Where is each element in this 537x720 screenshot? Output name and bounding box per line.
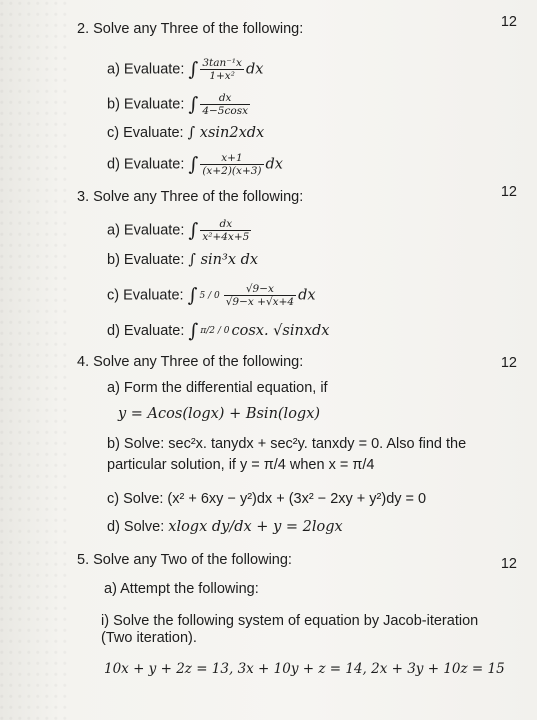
integral-limits: π/2 / 0 — [200, 326, 230, 337]
q2-heading: 2. Solve any Three of the following: — [77, 21, 304, 37]
q3-item-c: c) Evaluate: ∫ 5 / 0 $\frac{√9-x}{√9-x +√x+4}$ dx — [107, 283, 316, 308]
fraction: $\frac{dx}{4-5\cos x}$ — [202, 92, 248, 117]
q3-item-b: b) Evaluate: ∫ sin³x dx — [107, 252, 259, 268]
integral-sign: ∫ — [188, 58, 199, 81]
q4-item-c: c) Solve: (x² + 6xy − y²)dx + (3x² − 2xy + y²)dy = 0 — [107, 491, 427, 507]
fraction: $\frac{√9-x}{√9-x +√x+4}$ — [225, 283, 295, 308]
fraction: $\frac{x+1}{(x+2)(x+3)}$ — [202, 152, 262, 177]
q5-item-a: a) Attempt the following: — [104, 581, 259, 597]
q4-item-a-equation: y = Acos(logx) + Bsin(logx) — [118, 406, 321, 422]
q2-item-d: d) Evaluate: ∫ $\frac{x+1}{(x+2)(x+3)}$ dx — [107, 152, 283, 177]
fraction: $\frac{\text{3tan⁻¹x}}{\text{1+x²}}$ — [202, 57, 242, 82]
q3-item-d: d) Evaluate: ∫ π/2 / 0 cosx. √sinxdx — [107, 320, 330, 343]
q4-item-b-line2: particular solution, if y = π/4 when x = π/4 — [107, 457, 375, 473]
q5-item-i-line1: i) Solve the following system of equation by Jacob-iteration — [101, 613, 479, 629]
q4-heading: 4. Solve any Three of the following: — [77, 354, 304, 370]
q2-item-a: a) Evaluate: ∫ $\frac{\text{3tan⁻¹x}}{\text{1+x²}}$ dx — [107, 57, 264, 82]
q3-item-a: a) Evaluate: ∫ $\frac{dx}{\text{x²+4x+5}}$ — [107, 218, 250, 243]
q4-item-d: d) Solve: xlogx dy/dx + y = 2logx — [107, 519, 343, 535]
q5-heading: 5. Solve any Two of the following: — [77, 552, 292, 568]
q4-item-a-text: a) Form the differential equation, if — [107, 380, 328, 396]
integral-sign: ∫ — [188, 93, 199, 116]
q2-marks: 12 — [500, 14, 517, 30]
q4-item-b-line1: b) Solve: sec²x. tanydx + sec²y. tanxdy = 0. Also find the — [107, 436, 467, 452]
q2-item-b: b) Evaluate: ∫ $\frac{dx}{4-5\cos x}$ — [107, 92, 248, 117]
integral-sign: ∫ — [188, 219, 199, 242]
integral-limits: 5 / 0 — [199, 290, 220, 301]
integral-sign: ∫ — [188, 153, 199, 176]
integral-sign: ∫ — [188, 320, 199, 343]
q5-marks: 12 — [500, 556, 517, 572]
q4-marks: 12 — [500, 355, 517, 371]
integral-sign: ∫ — [187, 284, 198, 307]
q5-item-i-line2: (Two iteration). — [101, 630, 197, 646]
q3-heading: 3. Solve any Three of the following: — [77, 189, 304, 205]
scan-noise — [0, 0, 70, 720]
q3-marks: 12 — [500, 184, 517, 200]
q2-item-c: c) Evaluate: ∫ xsin2xdx — [107, 125, 265, 141]
q5-equation-system: 10x + y + 2z = 13, 3x + 10y + z = 14, 2x + 3y + 10z = 15 — [104, 661, 505, 677]
fraction: $\frac{dx}{\text{x²+4x+5}}$ — [202, 218, 250, 243]
